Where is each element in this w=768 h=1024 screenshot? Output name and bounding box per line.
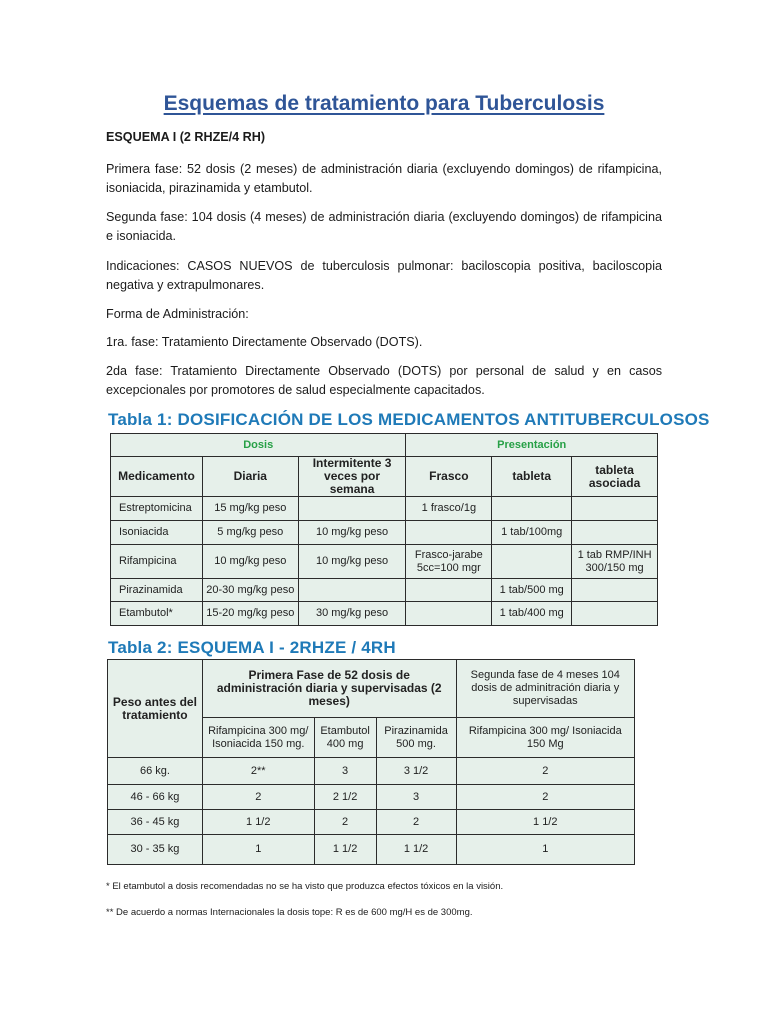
table-cell: 10 mg/kg peso xyxy=(298,521,406,545)
table-row xyxy=(111,545,658,579)
column-header: Medicamento xyxy=(111,457,203,497)
table-cell xyxy=(492,497,572,521)
footnote-dosis-tope: ** De acuerdo a normas Internacionales la dosis tope: R es de 600 mg/H es de 300mg. xyxy=(106,907,473,918)
column-header: tableta asociada xyxy=(572,457,658,497)
column-header: Frasco xyxy=(406,457,492,497)
table-cell: 2** xyxy=(202,758,314,785)
table-cell: 2 xyxy=(376,810,456,835)
table-row xyxy=(108,785,635,810)
table-cell: 15 mg/kg peso xyxy=(202,497,298,521)
table-cell: 1 1/2 xyxy=(456,810,634,835)
table-cell: 1 xyxy=(202,835,314,865)
paragraph-segunda-fase: Segunda fase: 104 dosis (4 meses) de administración diaria (excluyendo domingos) de rifampicina e isoniacida. xyxy=(106,210,662,243)
table-cell: Frasco-jarabe 5cc=100 mgr xyxy=(406,545,492,579)
dosis-group-header: Dosis xyxy=(111,434,406,457)
table-cell xyxy=(572,497,658,521)
table-cell: 2 xyxy=(202,785,314,810)
table-cell xyxy=(406,602,492,626)
table-cell xyxy=(492,545,572,579)
table-cell: 1 1/2 xyxy=(376,835,456,865)
paragraph-primera-fase: Primera fase: 52 dosis (2 meses) de administración diaria (excluyendo domingos) de rifampicina, isoniacida, pirazinamida y etambutol. xyxy=(106,162,662,195)
table-cell xyxy=(298,497,406,521)
phase2-header: Segunda fase de 4 meses 104 dosis de adminitración diaria y supervisadas xyxy=(456,660,634,718)
scheme-table xyxy=(107,659,635,865)
table-cell: 1 tab/400 mg xyxy=(492,602,572,626)
table-cell xyxy=(572,579,658,602)
column-subheader: Rifampicina 300 mg/ Isoniacida 150 mg. xyxy=(202,718,314,758)
table-cell: Isoniacida xyxy=(111,521,203,545)
table-cell: 3 xyxy=(376,785,456,810)
column-header: tableta xyxy=(492,457,572,497)
table-cell xyxy=(572,602,658,626)
table-row xyxy=(108,758,635,785)
table-cell: 46 - 66 kg xyxy=(108,785,203,810)
table-cell: 1 xyxy=(456,835,634,865)
paragraph-fase-1: 1ra. fase: Tratamiento Directamente Observado (DOTS). xyxy=(106,335,423,349)
table-cell: 1 1/2 xyxy=(314,835,376,865)
table-cell: 10 mg/kg peso xyxy=(202,545,298,579)
table-cell: 1 frasco/1g xyxy=(406,497,492,521)
table-cell: 36 - 45 kg xyxy=(108,810,203,835)
paragraph-indicaciones: Indicaciones: CASOS NUEVOS de tuberculosis pulmonar: baciloscopia positiva, baciloscopia negativa y extrapulmonares. xyxy=(106,259,662,292)
column-subheader: Pirazinamida 500 mg. xyxy=(376,718,456,758)
table-row xyxy=(108,810,635,835)
column-header: Intermitente 3 veces por semana xyxy=(298,457,406,497)
presentacion-group-header: Presentación xyxy=(406,434,658,457)
table2-title: Tabla 2: ESQUEMA I - 2RHZE / 4RH xyxy=(108,638,396,657)
table-row xyxy=(111,579,658,602)
table1-title: Tabla 1: DOSIFICACIÓN DE LOS MEDICAMENTOS ANTITUBERCULOSOS xyxy=(108,410,710,429)
table-cell: 66 kg. xyxy=(108,758,203,785)
table-cell: Estreptomicina xyxy=(111,497,203,521)
table-cell: 20-30 mg/kg peso xyxy=(202,579,298,602)
table-cell: 10 mg/kg peso xyxy=(298,545,406,579)
table-cell xyxy=(406,579,492,602)
scheme-heading: ESQUEMA I (2 RHZE/4 RH) xyxy=(106,130,266,144)
table-cell: 30 - 35 kg xyxy=(108,835,203,865)
footnote-etambutol: * El etambutol a dosis recomendadas no se ha visto que produzca efectos tóxicos en la visión. xyxy=(106,881,504,892)
table-cell: 1 tab/500 mg xyxy=(492,579,572,602)
table-cell: 2 xyxy=(314,810,376,835)
table-row xyxy=(111,602,658,626)
table-cell: 15-20 mg/kg peso xyxy=(202,602,298,626)
table-cell: 3 xyxy=(314,758,376,785)
page-title: Esquemas de tratamiento para Tuberculosis xyxy=(163,92,605,115)
paragraph-fase-2: 2da fase: Tratamiento Directamente Observado (DOTS) por personal de salud y en casos excepcionales por promotores de salud especialmente capacitados. xyxy=(106,364,662,397)
table-row xyxy=(108,835,635,865)
column-header: Diaria xyxy=(202,457,298,497)
phase1-header: Primera Fase de 52 dosis de administración diaria y supervisadas (2 meses) xyxy=(202,660,456,718)
table-cell: 2 xyxy=(456,758,634,785)
table-cell: Etambutol* xyxy=(111,602,203,626)
table-cell: 1 tab/100mg xyxy=(492,521,572,545)
paragraph-forma: Forma de Administración: xyxy=(106,307,249,321)
table-cell: Rifampicina xyxy=(111,545,203,579)
table-cell: 3 1/2 xyxy=(376,758,456,785)
table-cell: 2 1/2 xyxy=(314,785,376,810)
table-cell: 1 tab RMP/INH 300/150 mg xyxy=(572,545,658,579)
table-cell xyxy=(572,521,658,545)
table-cell xyxy=(298,579,406,602)
weight-column-header: Peso antes del tratamiento xyxy=(108,660,203,758)
table-cell: 2 xyxy=(456,785,634,810)
dosage-table xyxy=(110,433,658,626)
table-cell: 1 1/2 xyxy=(202,810,314,835)
table-cell: Pirazinamida xyxy=(111,579,203,602)
table-row xyxy=(111,497,658,521)
table-cell xyxy=(406,521,492,545)
table-row xyxy=(111,521,658,545)
column-subheader: Etambutol 400 mg xyxy=(314,718,376,758)
column-subheader: Rifampicina 300 mg/ Isoniacida 150 Mg xyxy=(456,718,634,758)
table-cell: 5 mg/kg peso xyxy=(202,521,298,545)
table-cell: 30 mg/kg peso xyxy=(298,602,406,626)
